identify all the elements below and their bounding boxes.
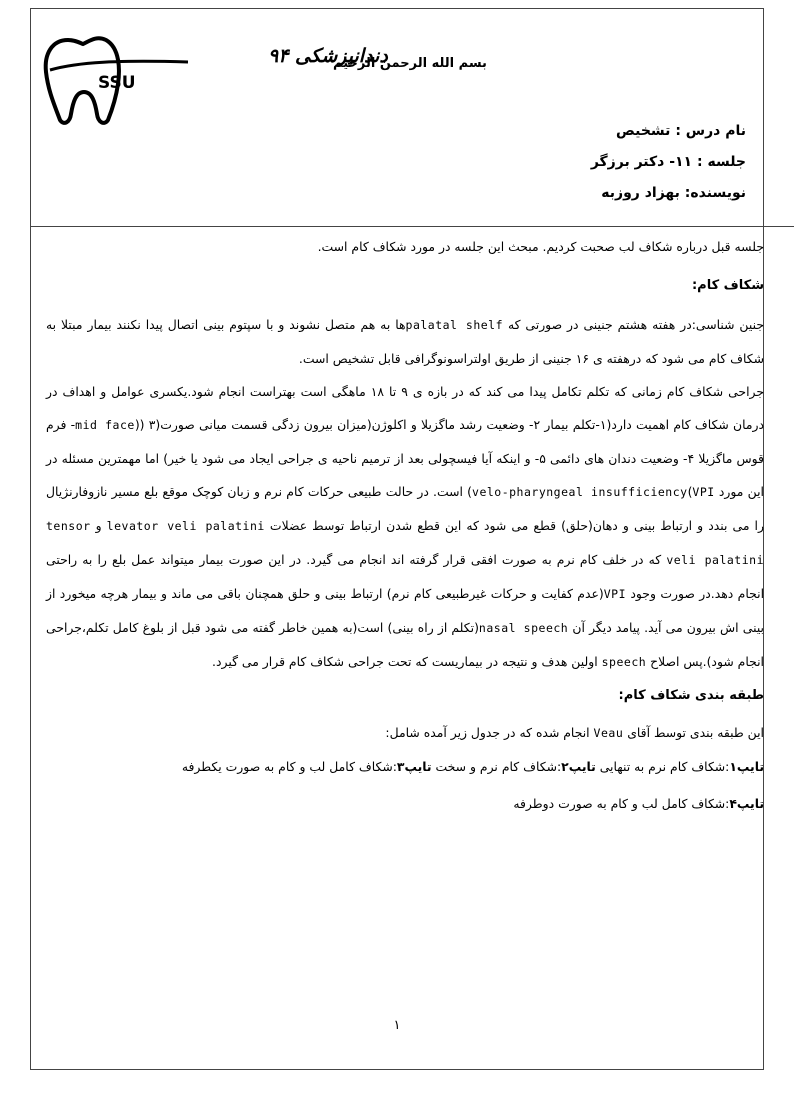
page-number: ۱	[393, 1018, 401, 1033]
classification-intro: این طبقه بندی توسط آقای Veau انجام شده که در جدول زیر آمده شامل:	[385, 725, 764, 740]
bismillah: بسم الله الرحمن الرحیم	[333, 56, 487, 71]
author-name: نویسنده: بهزاد روزبه	[601, 185, 746, 201]
type-3-label: تایپ۳	[396, 759, 432, 774]
intro-paragraph: جلسه قبل درباره شکاف لب صحبت کردیم. مبحث این جلسه در مورد شکاف کام است.	[317, 239, 764, 254]
surgery-paragraph: جراحی شکاف کام زمانی که تکلم تکامل پیدا می کند که در بازه ی ۹ تا ۱۸ ماهگی است بهتراست انجام شود.یکسری عوامل و اهداف در درمان شکاف کام اهمیت دارد(۱-تکلم بیمار ۲- وضعیت رشد ماگزیلا و اکلوژن(میزان بیرون زدگی قسمت میانی صورت(mid face)) ۳- فرم قوس ماگزیلا ۴- وضعیت دندان های دائمی ۵- و اینکه آیا فیسچولی بعد از ترمیم ناحیه ی جراحی ایجاد می شود یا خیر) اما مهمترین مسئله در این مورد velo-pharyngeal insufficiency(VPI) است. در حالت طبیعی حرکات کام نرم و زبان کوچک موقع بلع مسیر نازوفارنژیال را می بندد و ارتباط بینی و دهان(حلق) قطع می شود که این قطع شدن ارتباط توسط عضلات levator veli palatini و tensor veli palatini که در خلف کام نرم به صورت افقی قرار گرفته اند انجام می گیرد. در این صورت بیمار میتواند عمل بلع را به راحتی انجام دهد.در صورت وجود VPI(عدم کفایت و حرکات غیرطبیعی کام نرم) ارتباط بینی و حلق همچنان باقی می ماند و بیمار هرچه میخورد از بینی اش بیرون می آید. پیامد دیگر آن nasal speech(تکلم از راه بینی) است(به همین خاطر گفته می شود قبل از بلوغ کامل تکلم،جراحی انجام شود).پس اصلاح speech اولین هدف و نتیجه در بیماریست که تحت جراحی شکاف کام قرار می گیرد.	[46, 384, 765, 669]
type-4-label: تایپ۴	[729, 796, 764, 811]
session-info: جلسه : ۱۱- دکتر برزگر	[590, 154, 746, 170]
type-1-text: :شکاف کام نرم به تنهایی	[595, 759, 730, 774]
type-1-label: تایپ۱	[729, 759, 764, 774]
embryology-paragraph: جنین شناسی:در هفته هشتم جنینی در صورتی که palatal shelfها به هم متصل نشوند و با سپتوم بینی اتصال پیدا نکنند بیمار مبتلا به شکاف کام می شود که درهفته ی ۱۶ جنینی از طریق اولتراسونوگرافی قابل تشخیص است.	[46, 317, 765, 366]
heading-cleft-palate: شکاف کام:	[691, 278, 764, 293]
logo-title: دندانپزشکی ۹۴	[268, 45, 388, 67]
type-2-label: تایپ۲	[561, 759, 596, 774]
header-divider	[30, 226, 794, 227]
classification-types	[46, 750, 764, 783]
lecture-meta	[446, 116, 746, 209]
tooth-logo	[38, 18, 388, 128]
heading-classification: طبقه بندی شکاف کام:	[618, 688, 764, 703]
document-body	[46, 230, 764, 820]
logo-abbr: SSU	[98, 73, 136, 93]
course-name: نام درس : تشخیص	[616, 123, 746, 139]
type-2-text: :شکاف کام نرم و سخت	[431, 759, 562, 774]
classification-type-4	[46, 787, 764, 820]
type-3-text: :شکاف کامل لب و کام به صورت یکطرفه	[181, 759, 397, 774]
type-4-text: :شکاف کامل لب و کام به صورت دوطرفه	[513, 796, 730, 811]
